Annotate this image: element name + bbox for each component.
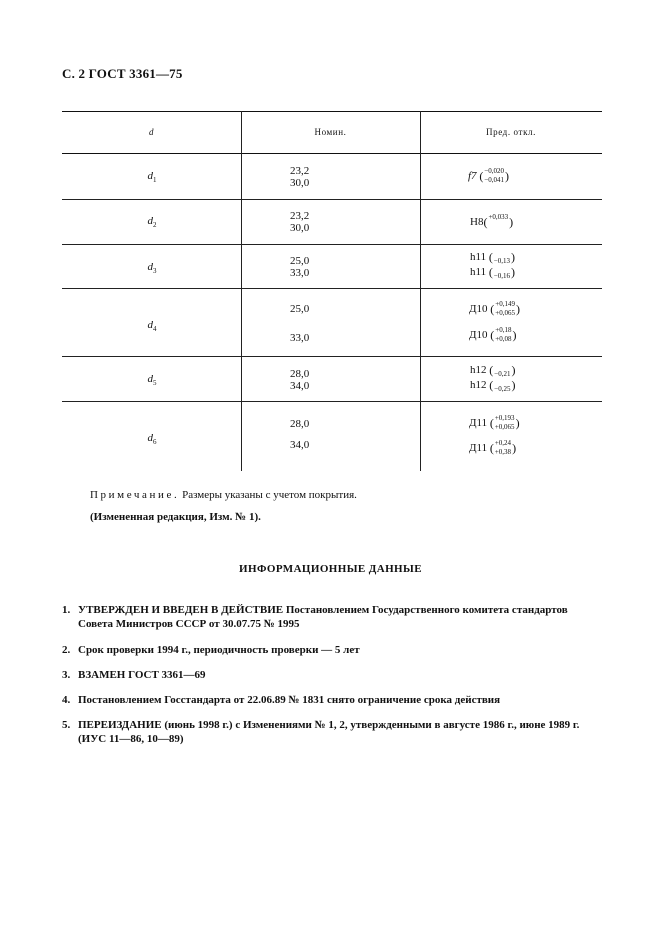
tolerance-value: h12 ( −0,25 ) (470, 377, 516, 393)
header-nominal: Номин. (314, 127, 347, 137)
section-title: ИНФОРМАЦИОННЫЕ ДАННЫЕ (239, 563, 422, 575)
tolerance-value: h11 ( −0,16 ) (470, 264, 516, 280)
nominal-values: 28,0 34,0 (290, 418, 310, 451)
page-header: С. 2 ГОСТ 3361—75 (62, 66, 183, 81)
note-label: Примечание. (90, 489, 180, 501)
tolerance-value: H8 ( +0,033 ) (470, 213, 514, 229)
header-d: d (148, 127, 155, 137)
table-top-rule (62, 111, 602, 112)
nominal-values: 25,0 33,0 (290, 303, 310, 344)
nominal-values: 25,0 33,0 (290, 255, 310, 279)
row-divider (62, 288, 602, 289)
tolerance-value: h11 ( −0,13 ) (470, 249, 516, 265)
row-symbol: $d_5$ (147, 373, 157, 388)
tolerance-value: Д10 ( +0,18 +0,08 ) (469, 326, 517, 343)
nominal-values: 23,2 30,0 (290, 165, 310, 189)
row-symbol: $d_4$ (147, 319, 157, 334)
column-divider (420, 111, 421, 471)
nominal-values: 28,0 34,0 (290, 368, 310, 392)
table-note (90, 489, 357, 501)
tolerance-value: Д10 ( +0,149 +0,065 ) (469, 300, 520, 317)
nominal-values: 23,2 30,0 (290, 210, 310, 234)
row-divider (62, 244, 602, 245)
note-text: Размеры указаны с учетом покрытия. (179, 489, 357, 501)
tolerance-table (62, 111, 602, 471)
tolerance-value: Д11 ( +0,193 +0,065 ) (469, 414, 520, 431)
row-divider (62, 356, 602, 357)
column-divider (241, 111, 242, 471)
row-symbol: $d_6$ (147, 432, 157, 447)
row-symbol: $d_1$ (147, 170, 157, 185)
row-symbol: $d_2$ (147, 215, 157, 230)
tolerance-value: Д11 ( +0,24 +0,38 ) (469, 439, 517, 456)
row-divider (62, 401, 602, 402)
row-symbol: $d_3$ (147, 261, 157, 276)
edition-note: (Измененная редакция, Изм. № 1). (90, 511, 261, 523)
tolerance-value: h12 ( −0,21 ) (470, 362, 516, 378)
tolerance-value: f7 ( −0,020 −0,041 ) (468, 167, 510, 184)
table-header-rule (62, 153, 602, 154)
row-divider (62, 199, 602, 200)
header-deviation: Пред. откл. (486, 127, 536, 137)
